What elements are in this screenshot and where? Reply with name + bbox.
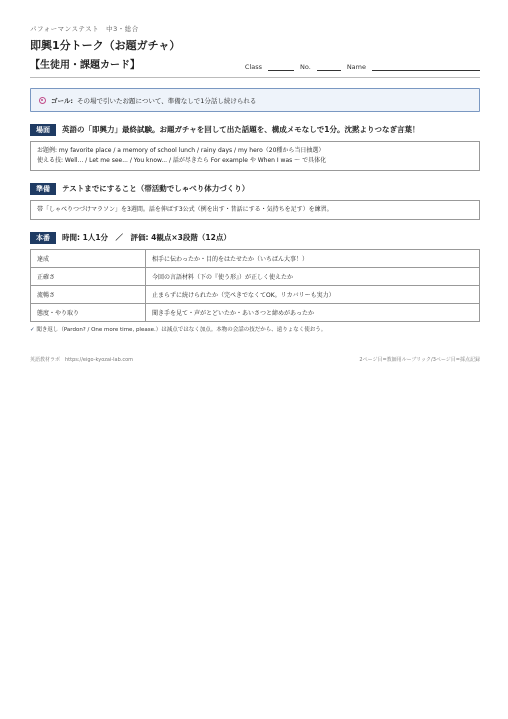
useful-phrases: 使える技: Well... / Let me see... / You know... / 話が尽きたら For example や When I was ～ で具体化: [37, 157, 327, 164]
description-cell: 今回の言語材料（下の『使う形』）が正しく使えたか: [146, 268, 480, 286]
criterion-cell: 達成: [31, 250, 146, 268]
test-kicker: パフォーマンステスト 中3・総合: [30, 25, 139, 33]
criterion-cell: 態度・やり取り: [31, 304, 146, 322]
scene-heading: [30, 124, 480, 136]
table-row: [31, 268, 480, 286]
criterion-cell: 流暢さ: [31, 286, 146, 304]
main-heading-text: 時間: 1人1分 ／ 評価: 4観点×3段階（12点）: [62, 233, 231, 242]
class-label: Class: [244, 63, 263, 71]
check-icon: ✓: [30, 327, 35, 333]
description-cell: 止まらずに続けられたか（完ぺきでなくてOK。リカバリーも実力）: [146, 286, 480, 304]
class-blank[interactable]: [268, 64, 294, 71]
student-info-line: [245, 63, 480, 71]
page-footer: [30, 356, 480, 363]
main-tag: 本番: [30, 232, 56, 244]
note-text: 聞き返し（Pardon? / One more time, please.）は減点ではなく加点。本物の会話の技だから、遠りょなく使おう。: [36, 327, 327, 333]
header-divider: [30, 77, 480, 78]
footer-source: 英語教材ラボ https://eigo-kyozai-lab.com: [30, 357, 134, 363]
criterion-cell: 正確さ: [31, 268, 146, 286]
subtitle-row: [30, 56, 480, 71]
prep-heading-text: テストまでにすること（帯活動でしゃべり体力づくり）: [62, 184, 250, 193]
page-subtitle: 【生徒用・課題カード】: [30, 60, 140, 71]
table-row: [31, 250, 480, 268]
description-cell: 相手に伝わったか・目的をはたせたか（いちばん大事！）: [146, 250, 480, 268]
footer-page-info: 2ページ目=教師用ルーブリック/3ページ目=採点記録: [359, 357, 480, 363]
target-icon: [39, 97, 46, 104]
clarification-note: [30, 325, 480, 333]
main-heading: [30, 232, 480, 244]
page-title: 即興1分トーク（お題ガチャ）: [30, 39, 181, 52]
goal-text: その場で引いたお題について、準備なしで1分話し続けられる: [76, 96, 257, 105]
no-label: No.: [300, 63, 311, 71]
worksheet-page: [30, 24, 480, 333]
name-label: Name: [346, 63, 366, 71]
goal-box: [30, 88, 480, 112]
prep-box: [30, 200, 480, 220]
prep-text: 帯「しゃべりつづけマラソン」を3週間。話を伸ばす3公式（例を出す・昔話にする・気持ちを足す）を練習。: [37, 206, 333, 213]
topic-examples: お題例: my favorite place / a memory of school lunch / rainy days / my hero（20種から当日抽選）: [37, 147, 325, 154]
table-row: [31, 286, 480, 304]
scene-heading-text: 英語の「即興力」最終試験。お題ガチャを回して出た話題を、構成メモなしで1分。沈黙よりつなぎ言葉！: [62, 125, 420, 134]
no-blank[interactable]: [317, 64, 341, 71]
rubric-table: [30, 249, 480, 322]
scene-box: [30, 141, 480, 171]
name-blank[interactable]: [372, 64, 480, 71]
description-cell: 聞き手を見て・声がとどいたか・あいさつと締めがあったか: [146, 304, 480, 322]
prep-heading: [30, 183, 480, 195]
prep-tag: 準備: [30, 183, 56, 195]
goal-label: ゴール:: [51, 96, 73, 105]
scene-tag: 場面: [30, 124, 56, 136]
table-row: [31, 304, 480, 322]
